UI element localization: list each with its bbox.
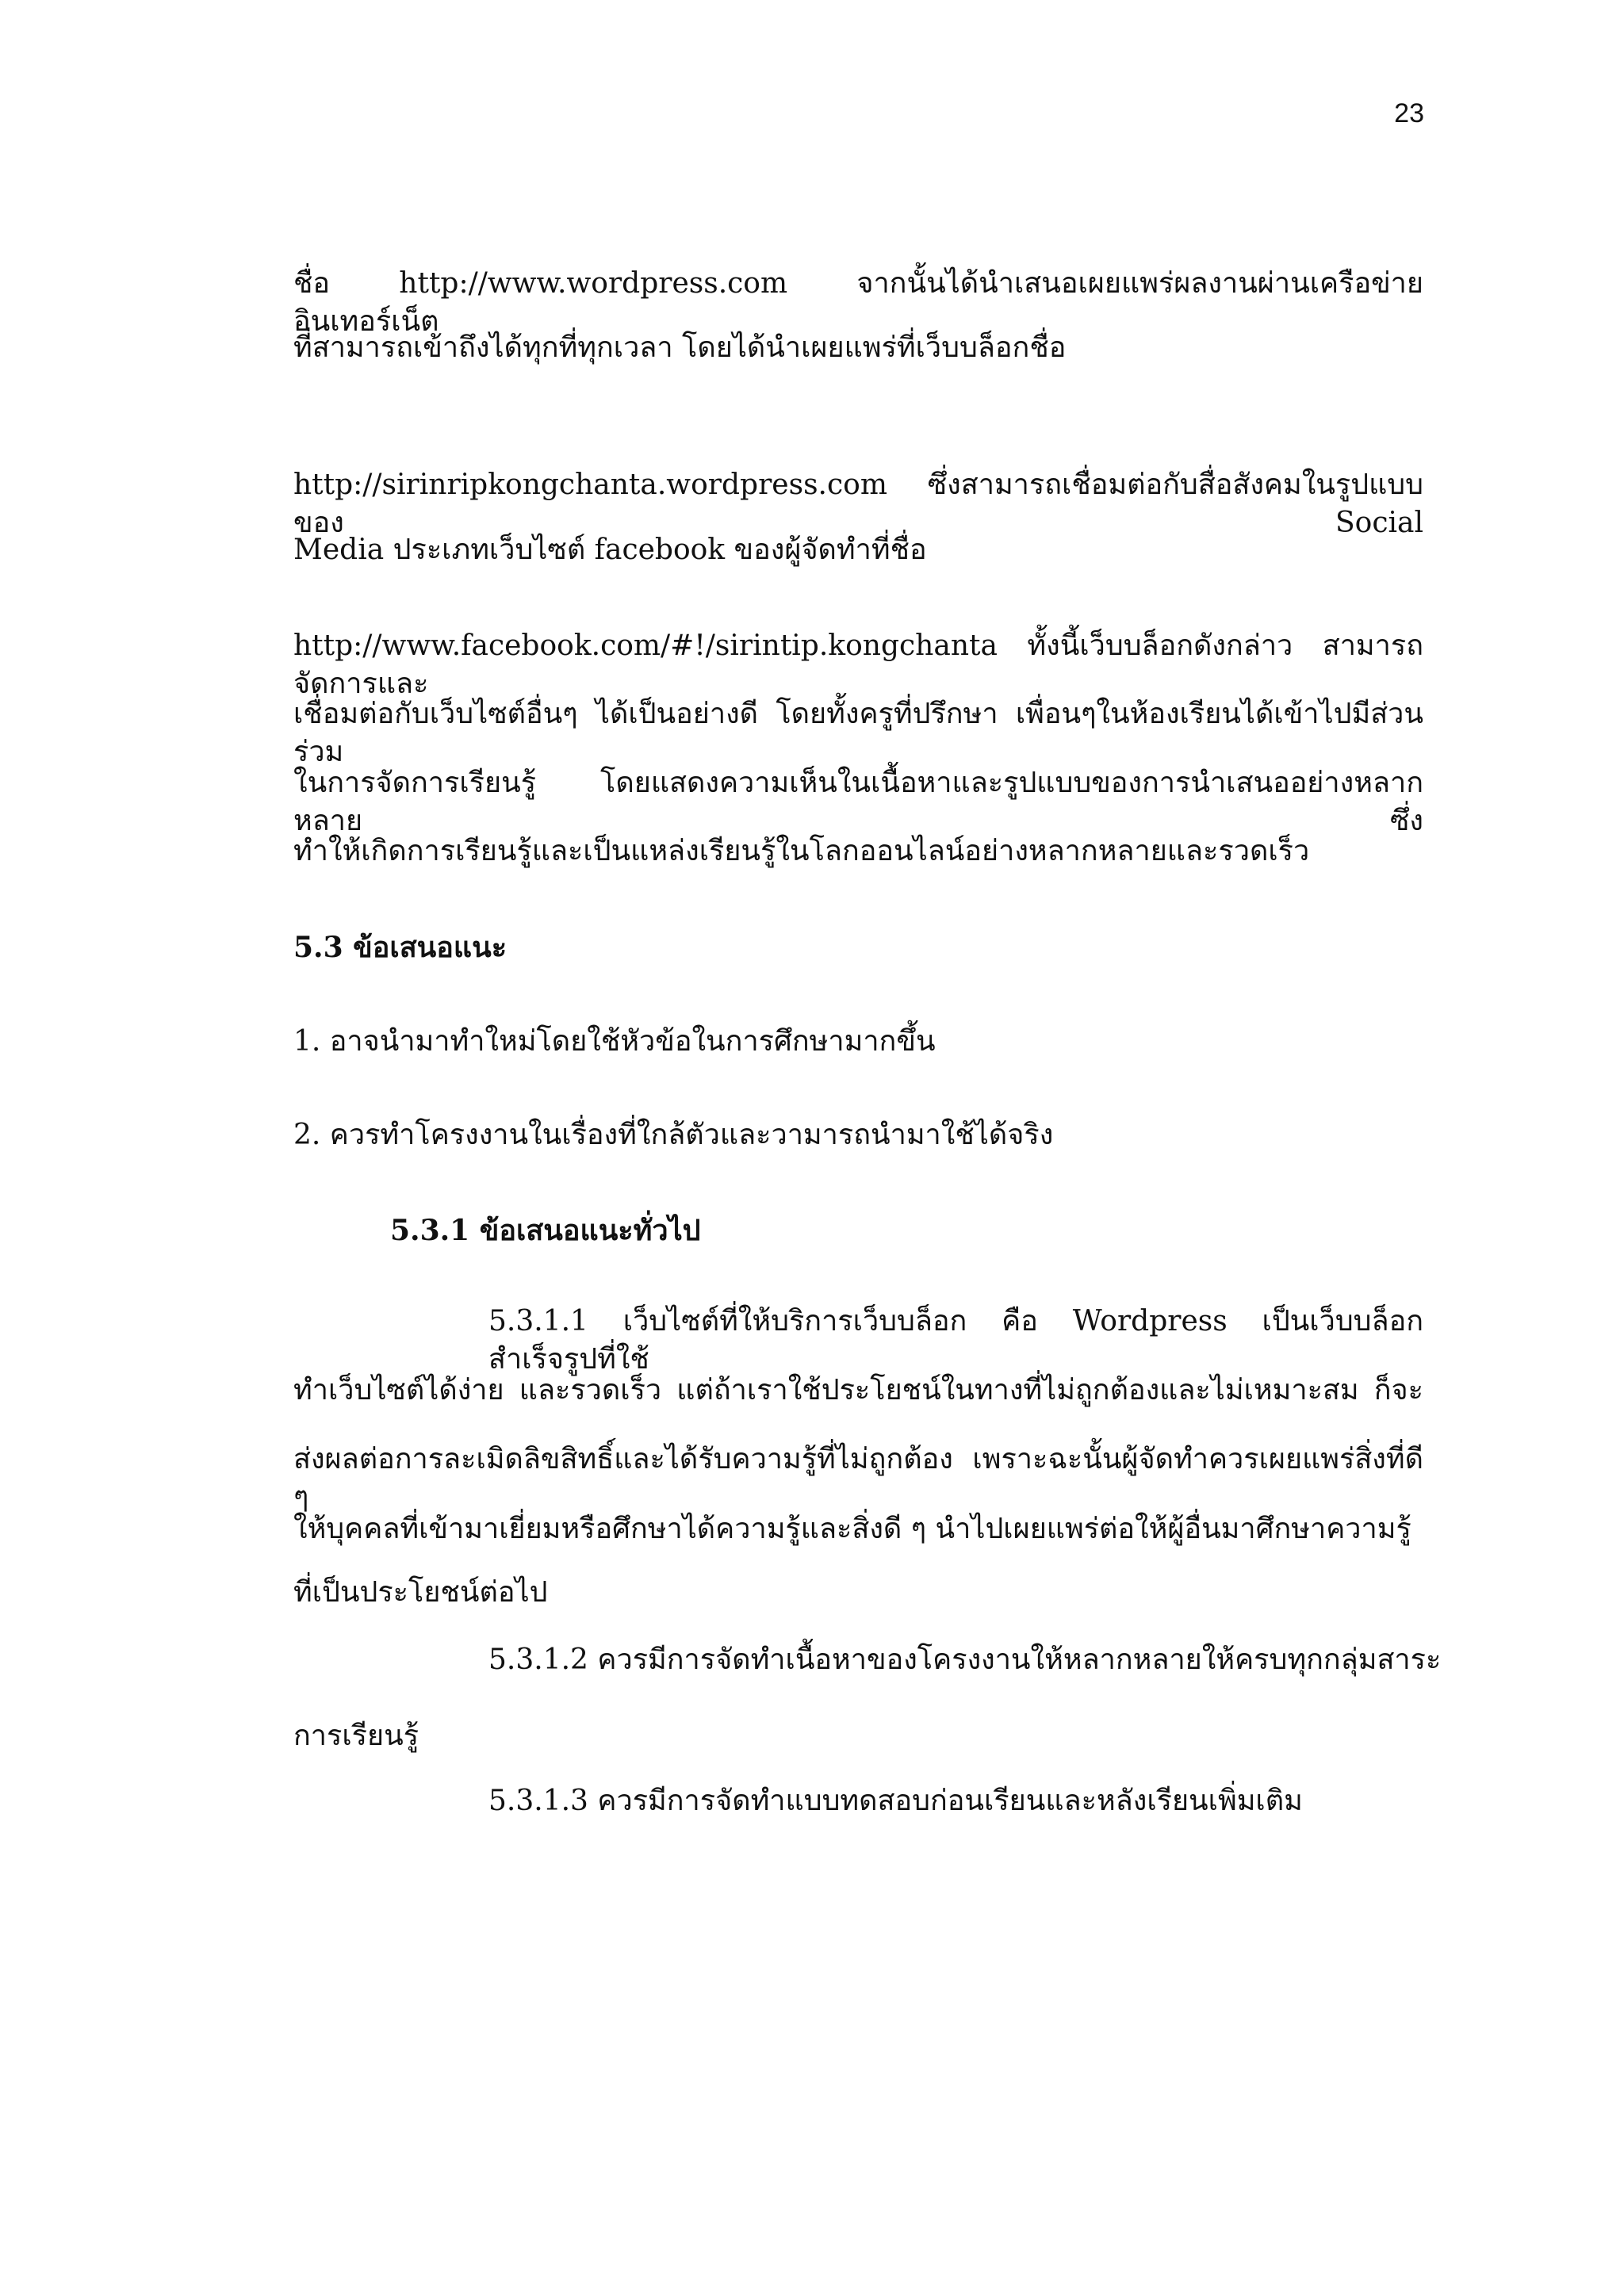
section-item-1: 1. อาจนำมาทำใหม่โดยใช้หัวข้อในการศึกษามากขึ้น (293, 1025, 936, 1058)
subsection-item-1-line-4: ให้บุคคลที่เข้ามาเยี่ยมหรือศึกษาได้ความรู้และสิ่งดี ๆ นำไปเผยแพร่ต่อให้ผู้อื่นมาศึกษาความรู้ (293, 1513, 1411, 1545)
subsection-item-3-line-1: 5.3.1.3 ควรมีการจัดทำแบบทดสอบก่อนเรียนและหลังเรียนเพิ่มเติม (488, 1785, 1303, 1817)
paragraph-2-line-1: http://sirinripkongchanta.wordpress.com ซึ่งสามารถเชื่อมต่อกับสื่อสังคมในรูปแบบของ Social (293, 469, 1423, 539)
page-number: 23 (1394, 98, 1424, 128)
subsection-item-2-line-1: 5.3.1.2 ควรมีการจัดทำเนื้อหาของโครงงานให้หลากหลายให้ครบทุกกลุ่มสาระ (488, 1644, 1442, 1676)
paragraph-1-line-1: ชื่อ http://www.wordpress.com จากนั้นได้นำเสนอเผยแพร่ผลงานผ่านเครือข่ายอินเทอร์เน็ต (293, 267, 1423, 338)
section-heading: 5.3 ข้อเสนอแนะ (293, 931, 508, 964)
paragraph-1-line-2: ที่สามารถเข้าถึงได้ทุกที่ทุกเวลา โดยได้นำเผยแพร่ที่เว็บบล็อกชื่อ (293, 331, 1067, 364)
paragraph-3-line-2: เชื่อมต่อกับเว็บไซต์อื่นๆ ได้เป็นอย่างดี โดยทั้งครูที่ปรึกษา เพื่อนๆในห้องเรียนได้เข้าไปมีส่วนร่วม (293, 698, 1423, 768)
paragraph-3-line-4: ทำให้เกิดการเรียนรู้และเป็นแหล่งเรียนรู้ในโลกออนไลน์อย่างหลากหลายและรวดเร็ว (293, 835, 1310, 867)
paragraph-2-line-2: Media ประเภทเว็บไซต์ facebook ของผู้จัดทำที่ชื่อ (293, 534, 927, 566)
subsection-heading: 5.3.1 ข้อเสนอแนะทั่วไป (390, 1214, 701, 1247)
subsection-item-1-line-2: ทำเว็บไซต์ได้ง่าย และรวดเร็ว แต่ถ้าเราใช้ประโยชน์ในทางที่ไม่ถูกต้องและไม่เหมาะสม ก็จะ (293, 1374, 1423, 1406)
paragraph-3-line-1: http://www.facebook.com/#!/sirintip.kongchanta ทั้งนี้เว็บบล็อกดังกล่าว สามารถจัดการและ (293, 629, 1423, 700)
subsection-item-1-line-1: 5.3.1.1 เว็บไซต์ที่ให้บริการเว็บบล็อก คือ Wordpress เป็นเว็บบล็อกสำเร็จรูปที่ใช้ (488, 1305, 1423, 1376)
subsection-item-1-line-5: ที่เป็นประโยชน์ต่อไป (293, 1576, 548, 1609)
section-item-2: 2. ควรทำโครงงานในเรื่องที่ใกล้ตัวและวามารถนำมาใช้ได้จริง (293, 1119, 1054, 1151)
paragraph-3-line-3: ในการจัดการเรียนรู้ โดยแสดงความเห็นในเนื้อหาและรูปแบบของการนำเสนออย่างหลากหลาย ซึ่ง (293, 767, 1423, 837)
subsection-item-1-line-3: ส่งผลต่อการละเมิดลิขสิทธิ์และได้รับความรู้ที่ไม่ถูกต้อง เพราะฉะนั้นผู้จัดทำควรเผยแพร่สิ่งที่ดี ๆ (293, 1443, 1423, 1513)
subsection-item-2-line-2: การเรียนรู้ (293, 1720, 419, 1752)
